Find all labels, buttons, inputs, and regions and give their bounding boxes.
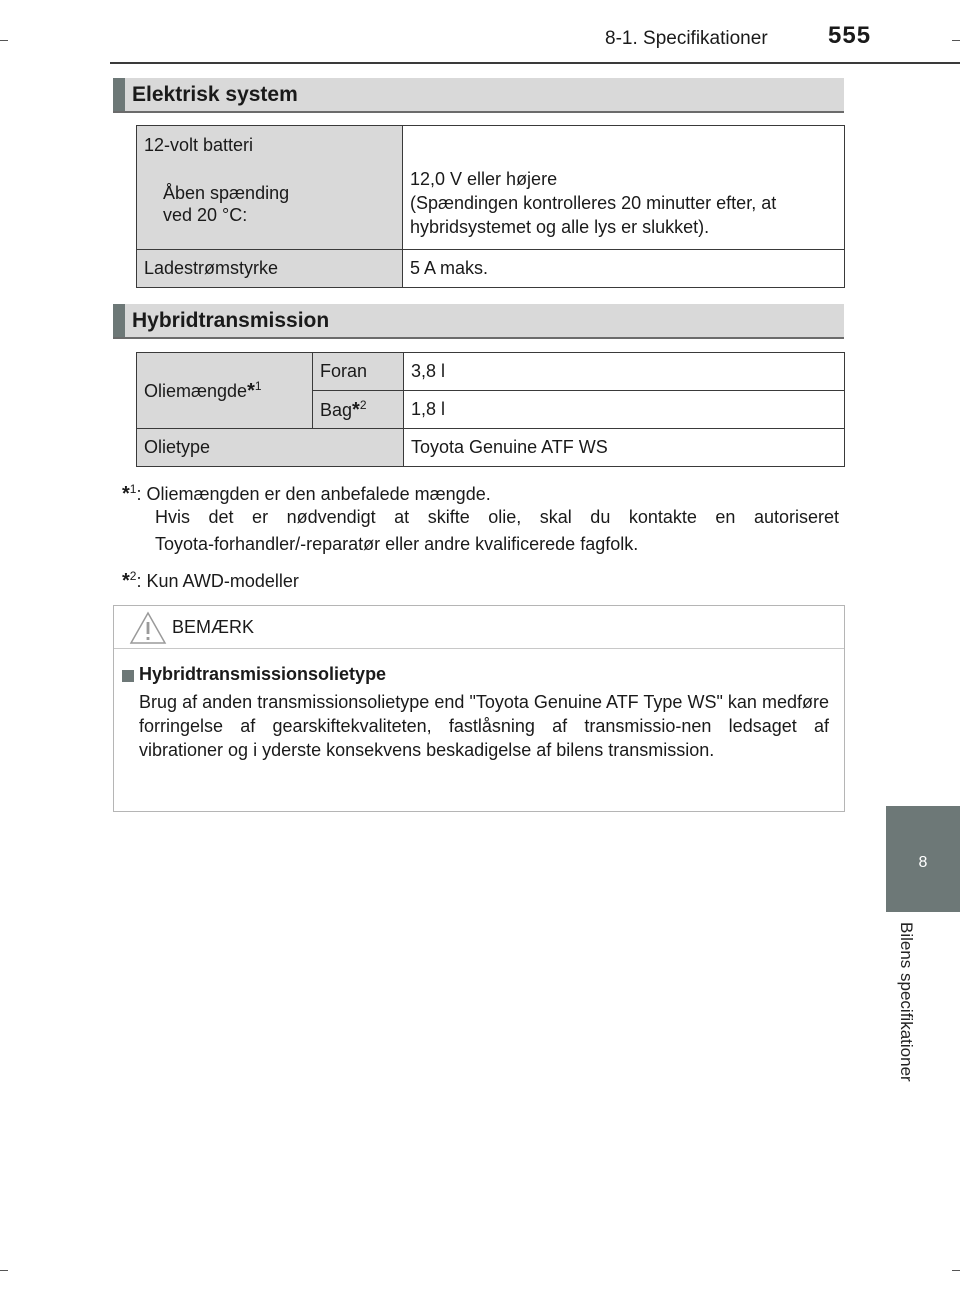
- crop-mark: [0, 40, 8, 41]
- open-voltage-label-2: ved 20 °C:: [163, 205, 248, 225]
- bullet-square-icon: [122, 670, 134, 682]
- section-heading-bar: [113, 78, 125, 111]
- chapter-tab-label-box: [886, 912, 960, 1122]
- voltage-note-2: hybridsystemet og alle lys er slukket).: [410, 216, 710, 237]
- oil-amount-label: Oliemængde: [144, 380, 248, 401]
- footnote-text: : Kun AWD-modeller: [136, 571, 299, 591]
- footnote-star: *: [247, 379, 255, 402]
- current-label: Ladestrømstyrke: [137, 250, 403, 288]
- open-voltage-label: Åben spænding: [163, 183, 290, 203]
- oil-amount-cell: [137, 353, 313, 429]
- table-row: [137, 250, 845, 288]
- footnote-mark: 2: [359, 397, 367, 412]
- hybrid-table: [136, 352, 845, 467]
- battery-label: 12-volt batteri: [144, 135, 254, 155]
- footnote-star: *: [352, 398, 360, 421]
- crop-mark: [952, 1270, 960, 1271]
- notice-body: Brug af anden transmissionsolietype end "Toyota Genuine ATF Type WS" kan medføre forringelse af gearskiftekvaliteten, fastlåsning af transmissio-nen ledsaget af vibrationer og i yderste konsekvens beskadigelse af bilens transmission.: [139, 692, 829, 760]
- voltage-note: (Spændingen kontrolleres 20 minutter efter, at: [410, 192, 777, 213]
- notice-header: [114, 606, 844, 649]
- notice-title: BEMÆRK: [172, 617, 255, 637]
- footnote-2: [122, 563, 299, 595]
- chapter-tab: [886, 806, 960, 912]
- voltage-value: 12,0 V eller højere: [410, 168, 558, 189]
- running-header-section: 8-1. Specifikationer: [605, 28, 768, 49]
- current-value: 5 A maks.: [403, 250, 845, 288]
- section-heading-hybrid: [113, 304, 844, 339]
- front-value: 3,8 l: [404, 353, 845, 391]
- table-cell-value: [403, 126, 845, 250]
- notice-subtitle: Hybridtransmissionsolietype: [139, 664, 387, 684]
- section-title: Hybridtransmission: [132, 309, 330, 332]
- notice-box: [113, 605, 845, 812]
- table-row: [137, 353, 845, 391]
- footnote-mark: 1: [129, 482, 137, 496]
- footnote-star: *: [122, 483, 130, 505]
- footnote-1-line-3: Toyota-forhandler/-reparatør eller andre kvalificerede fagfolk.: [155, 534, 639, 554]
- footnote-star: *: [122, 570, 130, 592]
- chapter-tab-label: Bilens specifikationer: [897, 922, 916, 1082]
- table-row: [137, 126, 845, 250]
- rear-value: 1,8 l: [404, 391, 845, 429]
- section-heading-electrical: [113, 78, 844, 113]
- section-title: Elektrisk system: [132, 83, 298, 106]
- rear-cell: [313, 391, 404, 429]
- header-rule: [110, 62, 960, 64]
- table-row: [137, 429, 845, 467]
- footnote-mark: 2: [129, 569, 137, 583]
- footnote-text: : Oliemængden er den anbefalede mængde.: [136, 484, 491, 504]
- crop-mark: [0, 1270, 8, 1271]
- table-cell-label: [137, 126, 403, 250]
- rear-label: Bag: [320, 399, 353, 420]
- footnote-mark: 1: [254, 378, 262, 393]
- page-number: 555: [828, 22, 872, 49]
- crop-mark: [952, 40, 960, 41]
- electrical-table: [136, 125, 845, 288]
- oil-type-label: Olietype: [137, 429, 404, 467]
- front-label: Foran: [313, 353, 404, 391]
- oil-type-value: Toyota Genuine ATF WS: [404, 429, 845, 467]
- footnote-1-line-2: Hvis det er nødvendigt at skifte olie, skal du kontakte en autoriseret: [155, 507, 839, 527]
- chapter-number: 8: [918, 854, 928, 871]
- section-heading-bar: [113, 304, 125, 337]
- warning-triangle-icon: [129, 611, 167, 645]
